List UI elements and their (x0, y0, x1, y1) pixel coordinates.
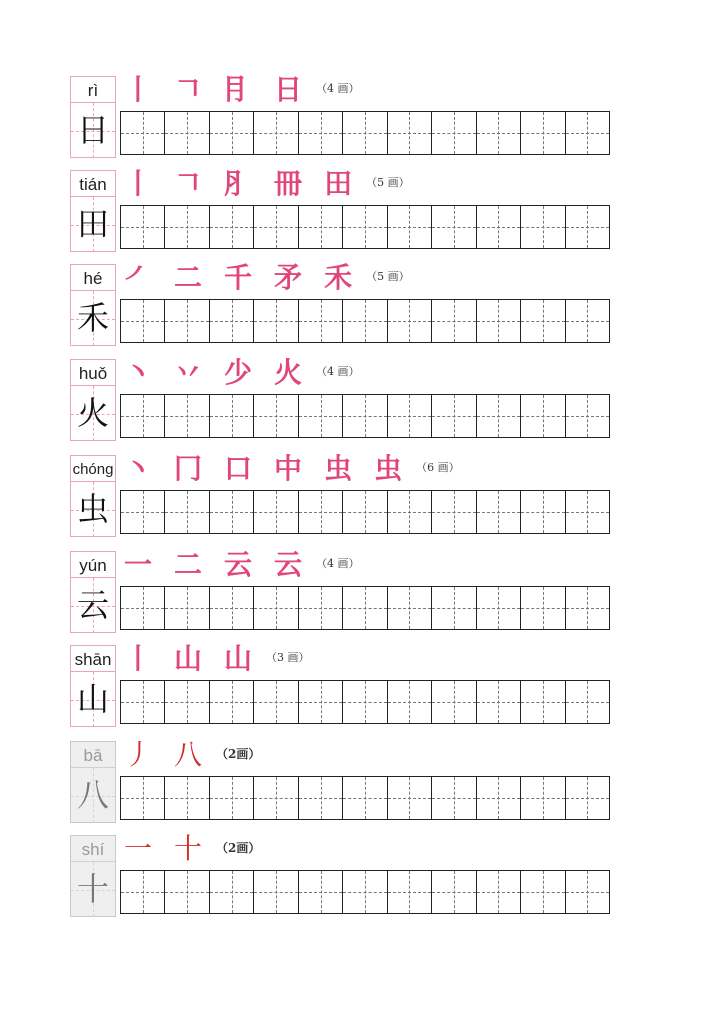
stroke-count: （6 画） (416, 461, 460, 474)
stroke-order (124, 166, 410, 200)
stroke-count: （4 画） (316, 365, 360, 378)
pinyin-label: tián (71, 171, 115, 197)
stroke-order (124, 547, 360, 581)
stroke-step: 山 (174, 642, 203, 675)
stroke-step: 丨 (124, 73, 153, 106)
practice-grid (120, 111, 610, 155)
stroke-step: 少 (224, 356, 253, 389)
practice-grid (120, 776, 610, 820)
hanzi-box (71, 291, 115, 346)
stroke-step: 冂 (174, 452, 203, 485)
char-row-ri (70, 73, 615, 158)
char-row-shi (70, 832, 615, 917)
stroke-count: （2画） (216, 747, 261, 761)
hanzi-character: 火 (76, 394, 109, 432)
char-row-shan (70, 642, 615, 727)
practice-grid (120, 394, 610, 438)
char-card (70, 76, 116, 158)
hanzi-character: 山 (76, 680, 109, 718)
hanzi-box (71, 197, 115, 252)
char-row-tian (70, 167, 615, 252)
char-row-huo (70, 356, 615, 441)
pinyin-label: chóng (71, 456, 115, 482)
practice-grid (120, 586, 610, 630)
stroke-step: 虫 (374, 452, 403, 485)
stroke-count: （5 画） (366, 270, 410, 283)
stroke-step: 矛 (274, 261, 303, 294)
hanzi-character: 云 (76, 586, 109, 624)
stroke-order (124, 260, 410, 294)
stroke-count: （3 画） (266, 651, 310, 664)
practice-grid (120, 680, 610, 724)
stroke-step: 虫 (324, 452, 353, 485)
stroke-step: 冊 (274, 167, 303, 200)
stroke-count: （2画） (216, 841, 261, 855)
stroke-step: 云 (224, 548, 253, 581)
stroke-step: 口 (224, 452, 253, 485)
stroke-order (124, 451, 460, 485)
char-card (70, 645, 116, 727)
stroke-step: 二 (174, 261, 203, 294)
stroke-step: 十 (174, 832, 203, 865)
stroke-step: 日 (274, 73, 303, 106)
stroke-step: 火 (274, 356, 303, 389)
stroke-count: （4 画） (316, 557, 360, 570)
char-row-he (70, 261, 615, 346)
stroke-step: 云 (274, 548, 303, 581)
char-card (70, 170, 116, 252)
hanzi-character: 田 (76, 205, 109, 243)
stroke-step: 禾 (324, 261, 353, 294)
char-card (70, 264, 116, 346)
stroke-count: （5 画） (366, 176, 410, 189)
char-card (70, 455, 116, 537)
stroke-step: 丷 (174, 356, 203, 389)
stroke-order (124, 737, 260, 771)
stroke-step: 丨 (124, 167, 153, 200)
pinyin-label: shí (71, 836, 115, 862)
stroke-step: 中 (274, 452, 303, 485)
pinyin-label: hé (71, 265, 115, 291)
char-row-yun (70, 548, 615, 633)
stroke-step: 𠃍 (174, 167, 203, 200)
stroke-step: 𠃍 (174, 73, 203, 106)
hanzi-character: 日 (76, 111, 109, 149)
stroke-step: 丶 (124, 452, 153, 485)
char-card (70, 359, 116, 441)
stroke-step: 一 (124, 832, 153, 865)
stroke-count: （4 画） (316, 82, 360, 95)
hanzi-box (71, 768, 115, 823)
hanzi-box (71, 672, 115, 727)
stroke-order (124, 641, 310, 675)
practice-grid (120, 870, 610, 914)
stroke-order (124, 72, 360, 106)
stroke-step: 田 (324, 167, 353, 200)
hanzi-character: 十 (76, 870, 109, 908)
stroke-order (124, 831, 260, 865)
hanzi-box (71, 103, 115, 158)
hanzi-box (71, 578, 115, 633)
practice-grid (120, 299, 610, 343)
stroke-step: 八 (174, 738, 203, 771)
pinyin-label: shān (71, 646, 115, 672)
stroke-step: ⺝ (224, 73, 253, 106)
hanzi-character: 八 (76, 776, 109, 814)
hanzi-character: 禾 (76, 299, 109, 337)
char-row-ba (70, 738, 615, 823)
practice-grid (120, 490, 610, 534)
stroke-step: 山 (224, 642, 253, 675)
pinyin-label: yún (71, 552, 115, 578)
stroke-step: 丨 (124, 642, 153, 675)
hanzi-character: 虫 (76, 490, 109, 528)
hanzi-box (71, 482, 115, 537)
practice-grid (120, 205, 610, 249)
char-card (70, 835, 116, 917)
stroke-step: 一 (124, 548, 153, 581)
char-card (70, 551, 116, 633)
stroke-step: 千 (224, 261, 253, 294)
stroke-order (124, 355, 360, 389)
char-card (70, 741, 116, 823)
stroke-step: 丶 (124, 356, 153, 389)
char-row-chong (70, 452, 615, 537)
pinyin-label: bā (71, 742, 115, 768)
stroke-step: ⺼ (224, 167, 253, 200)
stroke-step: 丿 (124, 738, 153, 771)
stroke-step: 二 (174, 548, 203, 581)
stroke-step: ㇒ (124, 261, 153, 294)
pinyin-label: huǒ (71, 360, 115, 386)
pinyin-label: rì (71, 77, 115, 103)
hanzi-box (71, 386, 115, 441)
hanzi-box (71, 862, 115, 917)
